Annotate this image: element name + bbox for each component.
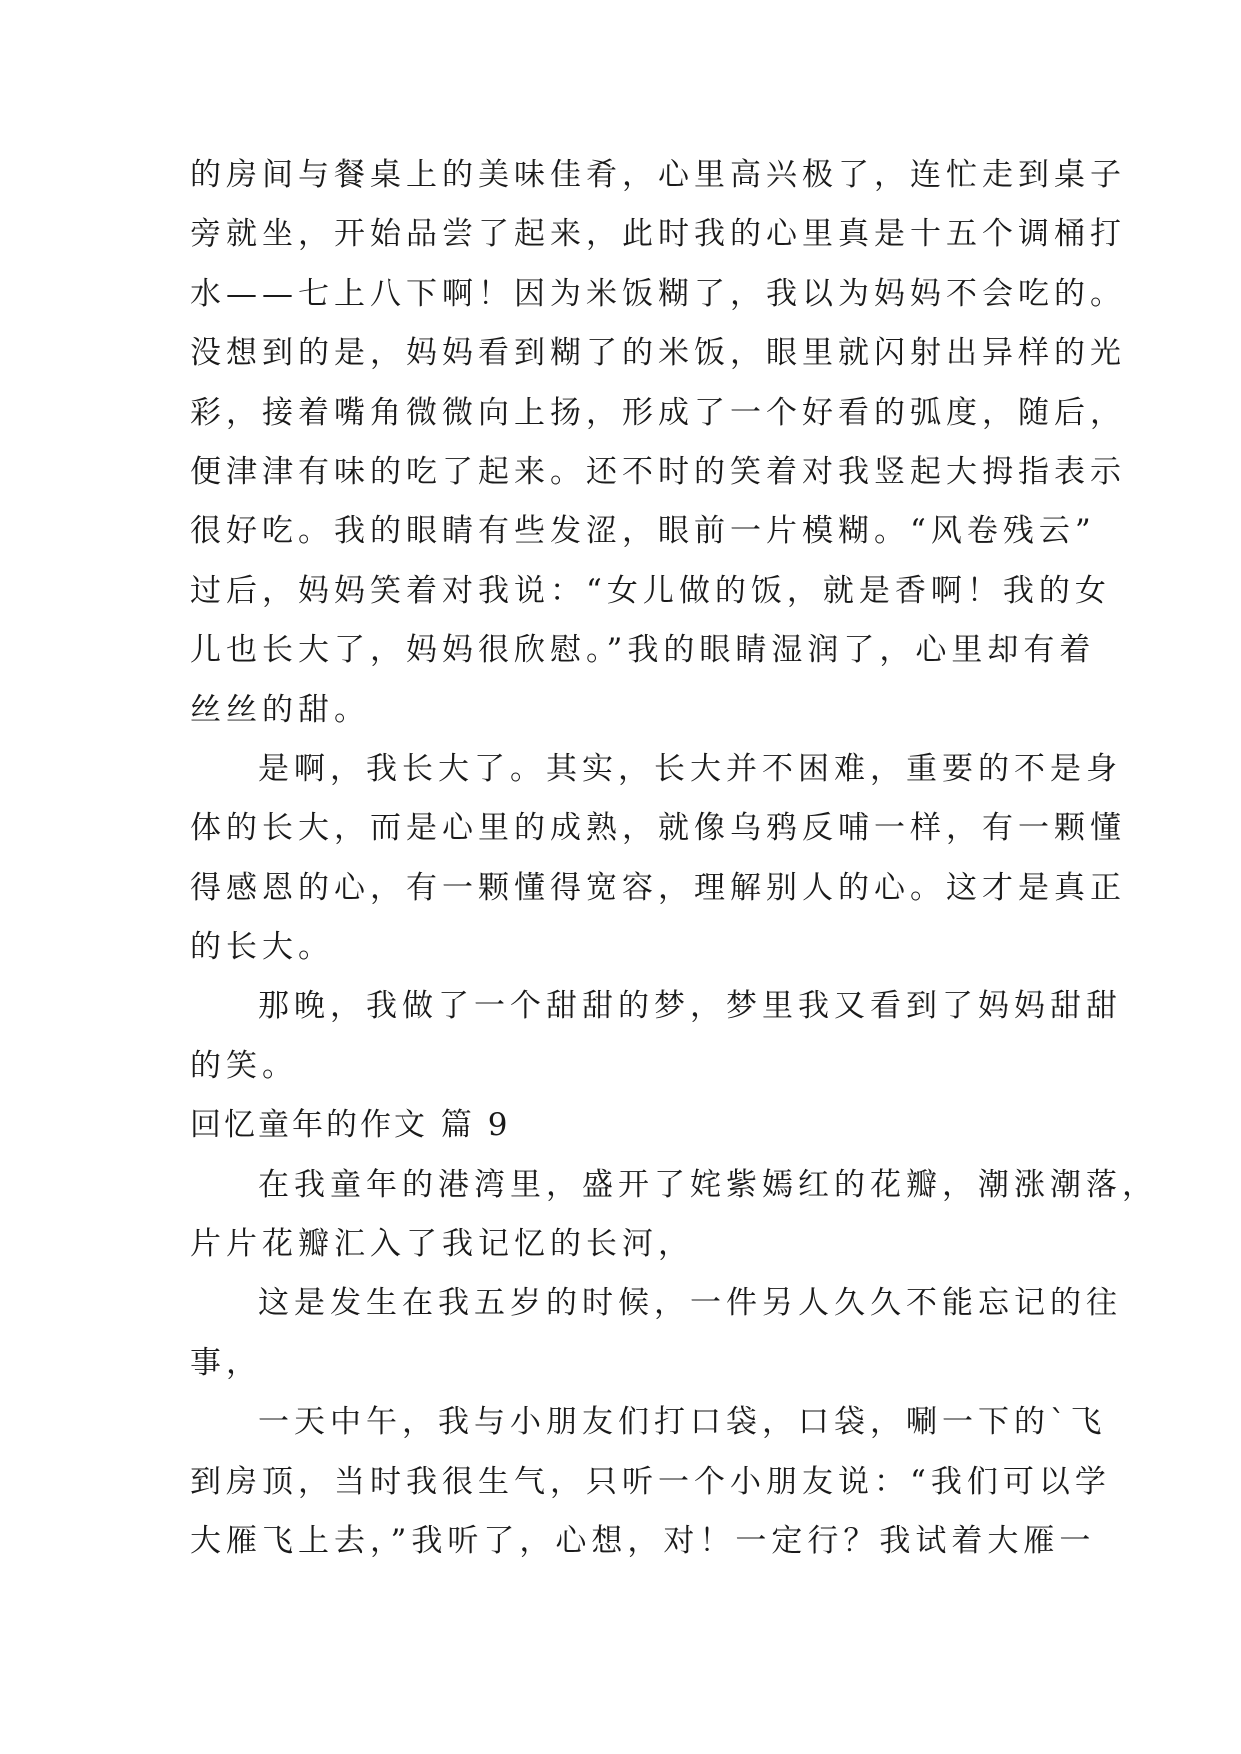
text-line: 过后，妈妈笑着对我说：“女儿做的饭，就是香啊！我的女 [190,572,1111,609]
section-heading: 回忆童年的作文 篇 9 [190,1107,511,1144]
text-line: 没想到的是，妈妈看到糊了的米饭，眼里就闪射出异样的光 [190,335,1126,372]
text-line: 的长大。 [190,929,334,966]
text-line: 那晚，我做了一个甜甜的梦，梦里我又看到了妈妈甜甜 [258,988,1122,1025]
text-line: 便津津有味的吃了起来。还不时的笑着对我竖起大拇指表示 [190,453,1126,490]
text-line: 大雁飞上去，”我听了，心想，对！一定行？我试着大雁一 [190,1522,1096,1559]
text-line: 得感恩的心，有一颗懂得宽容，理解别人的心。这才是真正 [190,869,1126,906]
text-line: 很好吃。我的眼睛有些发涩，眼前一片模糊。“风卷残云” [190,513,1096,550]
text-line: 的房间与餐桌上的美味佳肴，心里高兴极了，连忙走到桌子 [190,157,1126,193]
text-line: 这是发生在我五岁的时候，一件另人久久不能忘记的往 [258,1285,1122,1322]
text-line: 水——七上八下啊！因为米饭糊了，我以为妈妈不会吃的。 [190,275,1126,312]
text-line: 体的长大，而是心里的成熟，就像乌鸦反哺一样，有一颗懂 [190,810,1126,847]
text-line: 旁就坐，开始品尝了起来，此时我的心里真是十五个调桶打 [190,216,1126,253]
text-line: 事， [190,1344,262,1381]
text-line: 一天中午，我与小朋友们打口袋，口袋，唰一下的`飞 [258,1404,1107,1441]
text-line: 片片花瓣汇入了我记忆的长河， [190,1226,694,1263]
text-line: 丝丝的甜。 [190,691,370,728]
text-line: 是啊，我长大了。其实，长大并不困难，重要的不是身 [258,750,1122,787]
text-line: 在我童年的港湾里，盛开了姹紫嫣红的花瓣，潮涨潮落， [258,1166,1158,1203]
document-body [190,146,1158,1571]
text-line: 到房顶，当时我很生气，只听一个小朋友说：“我们可以学 [190,1463,1111,1500]
text-line: 彩，接着嘴角微微向上扬，形成了一个好看的弧度，随后， [190,394,1126,431]
text-line: 儿也长大了，妈妈很欣慰。”我的眼睛湿润了，心里却有着 [190,632,1096,669]
text-line: 的笑。 [190,1047,298,1084]
